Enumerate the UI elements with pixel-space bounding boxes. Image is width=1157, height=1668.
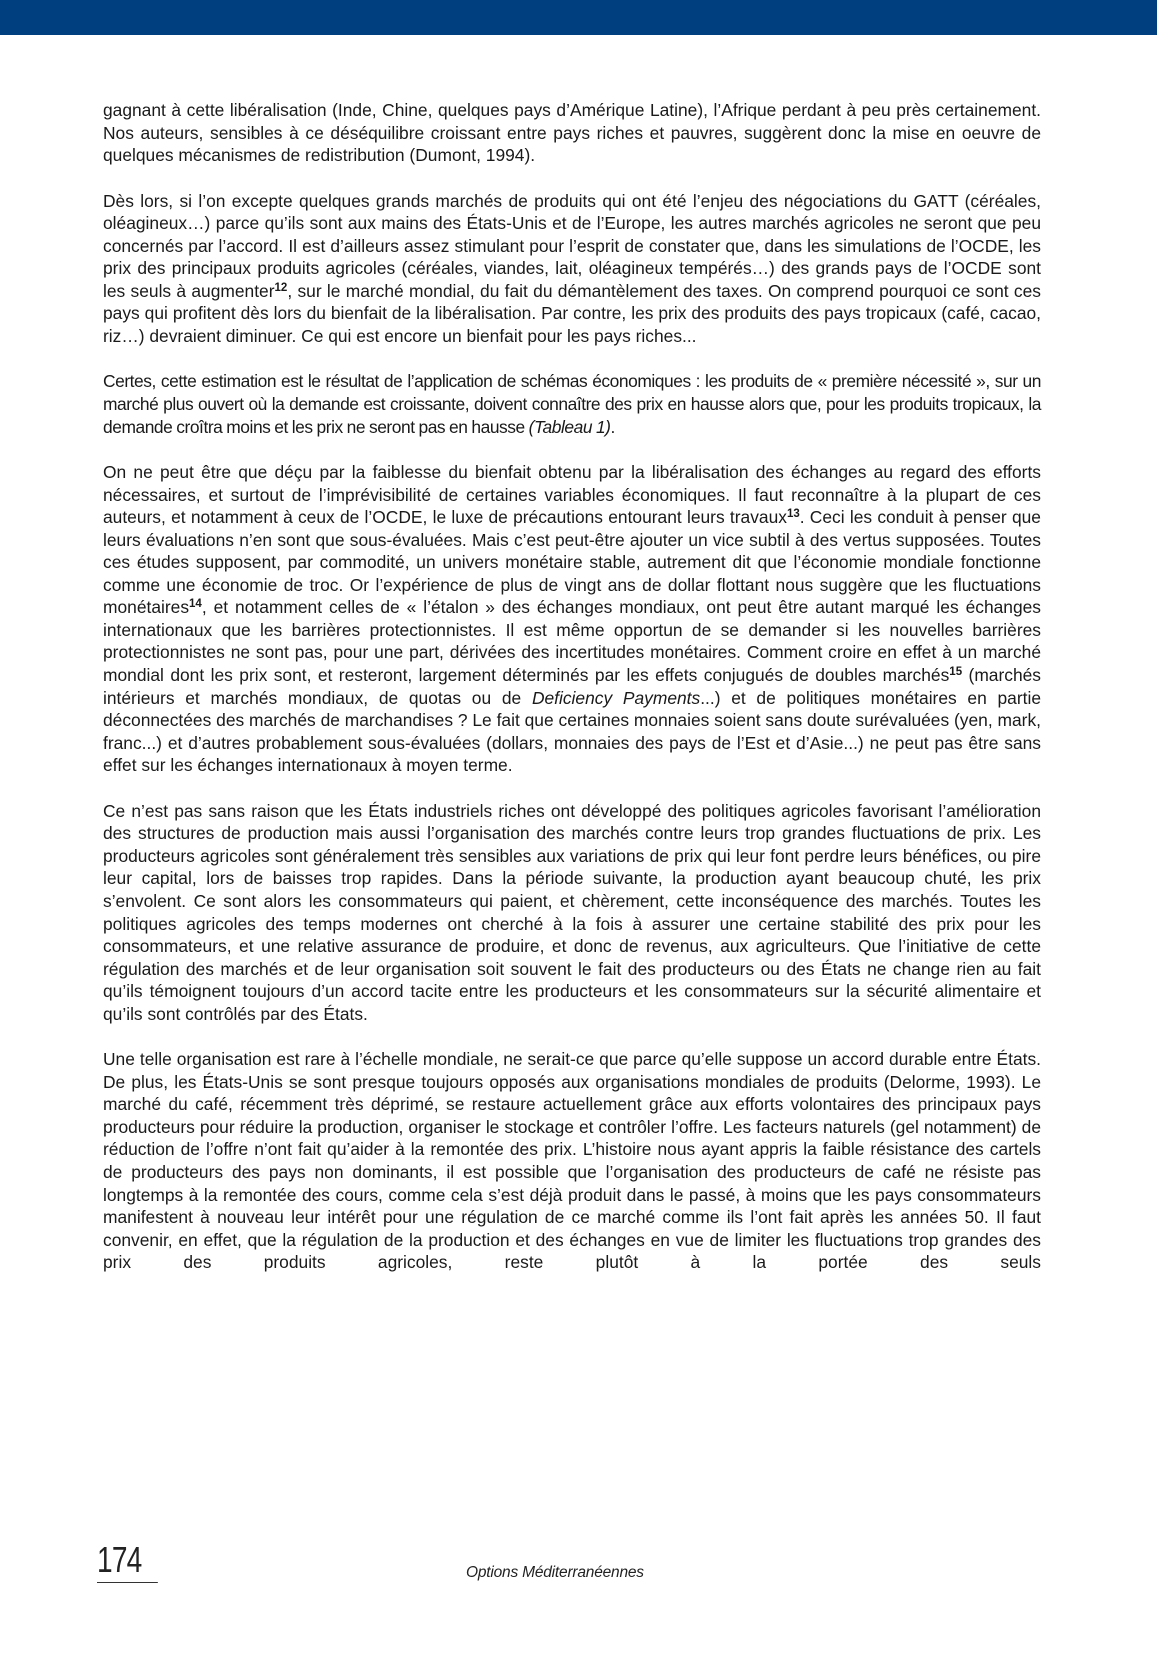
paragraph-text: . Ceci les conduit à penser que leurs évaluations n’en sont que sous-évaluées. Mais c’est peut-être ajouter un vice subtil à des vertus supposées. Toutes ces études supposent, par commodité, un univers monétaire stable, autrement dit que l’économie mondiale fonctionne comme une économie de troc. Or l’expérience de plus de vingt ans de dollar flottant nous suggère que les fluctuations monétaires <box>103 507 1041 618</box>
paragraph-text: (marchés intérieurs et marchés mondiaux, de quotas ou de <box>103 665 1041 708</box>
paragraph-4 <box>103 461 1041 777</box>
paragraph-text: ...) et de politiques monétaires en partie déconnectées des marchés de marchandises ? Le fait que certaines monnaies soient sans doute surévaluées (yen, mark, franc...) et d’autres probablement sous-évaluées (dollars, monnaies des pays de l’Est et d’Asie...) ne peut pas être sans effet sur les échanges internationaux à moyen terme. <box>103 687 1041 776</box>
paragraph-1 <box>103 99 1041 167</box>
page-number: 174 <box>97 1540 158 1583</box>
paragraph-2 <box>103 190 1041 348</box>
paragraph-5 <box>103 800 1041 1025</box>
table-reference: (Tableau 1) <box>528 416 611 437</box>
footnote-ref-15[interactable]: 15 <box>949 666 963 679</box>
paragraph-3 <box>103 370 1041 438</box>
header-bar <box>0 0 1157 35</box>
paragraph-text: Certes, cette estimation est le résultat de l’application de schémas économiques : les produits de « première nécessité », sur un marché plus ouvert où la demande est croissante, doivent connaître des prix en hausse alors que, pour les produits tropicaux, la demande croîtra moins et les prix ne seront pas en hausse <box>103 371 1041 437</box>
paragraph-text: Ce n’est pas sans raison que les États industriels riches ont développé des politiques agricoles favorisant l’amélioration des structures de production mais aussi l’organisation des marchés contre leurs trop grandes fluctuations de prix. Les producteurs agricoles sont généralement très sensibles aux variations de prix qui leur font perdre leurs bénéfices, ou pire leur capital, lors de baisses trop rapides. Dans la période suivante, la production ayant beaucoup chuté, les prix s’envolent. Ce sont alors les consommateurs qui paient, et chèrement, cette inconséquence des marchés. Toutes les politiques agricoles des temps modernes ont cherché à la fois à assurer une certaine stabilité des prix pour les consommateurs, et une relative assurance de produire, et donc de revenus, aux agriculteurs. Que l’initiative de cette régulation des marchés et de leur organisation soit souvent le fait des producteurs ou des États ne change rien au fait qu’ils témoignent toujours d’un accord tacite entre les producteurs et les consommateurs sur la sécurité alimentaire et qu’ils sont contrôlés par des États. <box>103 800 1041 1024</box>
paragraph-text: Une telle organisation est rare à l’échelle mondiale, ne serait-ce que parce qu’elle suppose un accord durable entre États. De plus, les États-Unis se sont presque toujours opposés aux organisations mondiales de produits (Delorme, 1993). Le marché du café, récemment très déprimé, se restaure actuellement grâce aux efforts volontaires des principaux pays producteurs pour réduire la production, organiser le stockage et contrôler l’offre. Les facteurs naturels (gel notamment) de réduction de l’offre n’ont fait qu’aider à la remontée des prix. L’histoire nous ayant appris la faible résistance des cartels de producteurs des pays non dominants, il est possible que l’organisation des producteurs de café ne résiste pas longtemps à la remontée des cours, comme cela s’est déjà produit dans le passé, à moins que les pays consommateurs manifestent à nouveau leur intérêt pour une régulation de ce marché comme ils l’ont fait après les années 50. Il faut convenir, en effet, que la régulation de la production et des échanges en vue de limiter les fluctuations trop grandes des prix des produits agricoles, reste plutôt à la portée des seuls <box>103 1049 1041 1273</box>
paragraph-text: Dès lors, si l’on excepte quelques grands marchés de produits qui ont été l’enjeu des négociations du GATT (céréales, oléagineux…) parce qu’ils sont aux mains des États-Unis et de l’Europe, les autres marchés agricoles ne seront que peu concernés par l’accord. Il est d’ailleurs assez stimulant pour l’esprit de constater que, dans les simulations de l’OCDE, les prix des principaux produits agricoles (céréales, viandes, lait, oléagineux tempérés…) des grands pays de l’OCDE sont les seuls à augmenter <box>103 190 1041 301</box>
footnote-ref-13[interactable]: 13 <box>786 508 800 521</box>
paragraph-text: gagnant à cette libéralisation (Inde, Chine, quelques pays d’Amérique Latine), l’Afrique perdant à peu près certainement. Nos auteurs, sensibles à ce déséquilibre croissant entre pays riches et pauvres, suggèrent donc la mise en oeuvre de quelques mécanismes de redistribution (Dumont, 1994). <box>103 100 1041 166</box>
italic-term: Deficiency Payments <box>531 687 701 708</box>
paragraph-text: , sur le marché mondial, du fait du démantèlement des taxes. On comprend pourquoi ce sont ces pays qui profitent dès lors du bienfait de la libéralisation. Par contre, les prix des produits des pays tropicaux (café, cacao, riz…) devraient diminuer. Ce qui est encore un bienfait pour les pays riches... <box>103 280 1041 346</box>
journal-title: Options Méditerranéennes <box>466 1564 644 1581</box>
footnote-ref-14[interactable]: 14 <box>189 598 202 611</box>
paragraph-6 <box>103 1048 1041 1273</box>
paragraph-text: , et notamment celles de « l’étalon » des échanges mondiaux, ont peut être autant marqué les échanges internationaux que les barrières protectionnistes. Il est même opportun de se demander si les nouvelles barrières protectionnistes ne sont pas, pour une part, dérivées des incertitudes monétaires. Comment croire en effet à un marché mondial dont les prix sont, et resteront, largement déterminés par les effets conjugués de doubles marchés <box>103 597 1041 686</box>
paragraph-text: . <box>610 416 615 437</box>
article-body <box>103 99 1041 1297</box>
footnote-ref-12[interactable]: 12 <box>274 281 288 294</box>
paragraph-text: On ne peut être que déçu par la faiblesse du bienfait obtenu par la libéralisation des échanges au regard des efforts nécessaires, et surtout de l’imprévisibilité de certaines variables économiques. Il faut reconnaître à la plupart de ces auteurs, et notamment à ceux de l’OCDE, le luxe de précautions entourant leurs travaux <box>103 462 1041 528</box>
